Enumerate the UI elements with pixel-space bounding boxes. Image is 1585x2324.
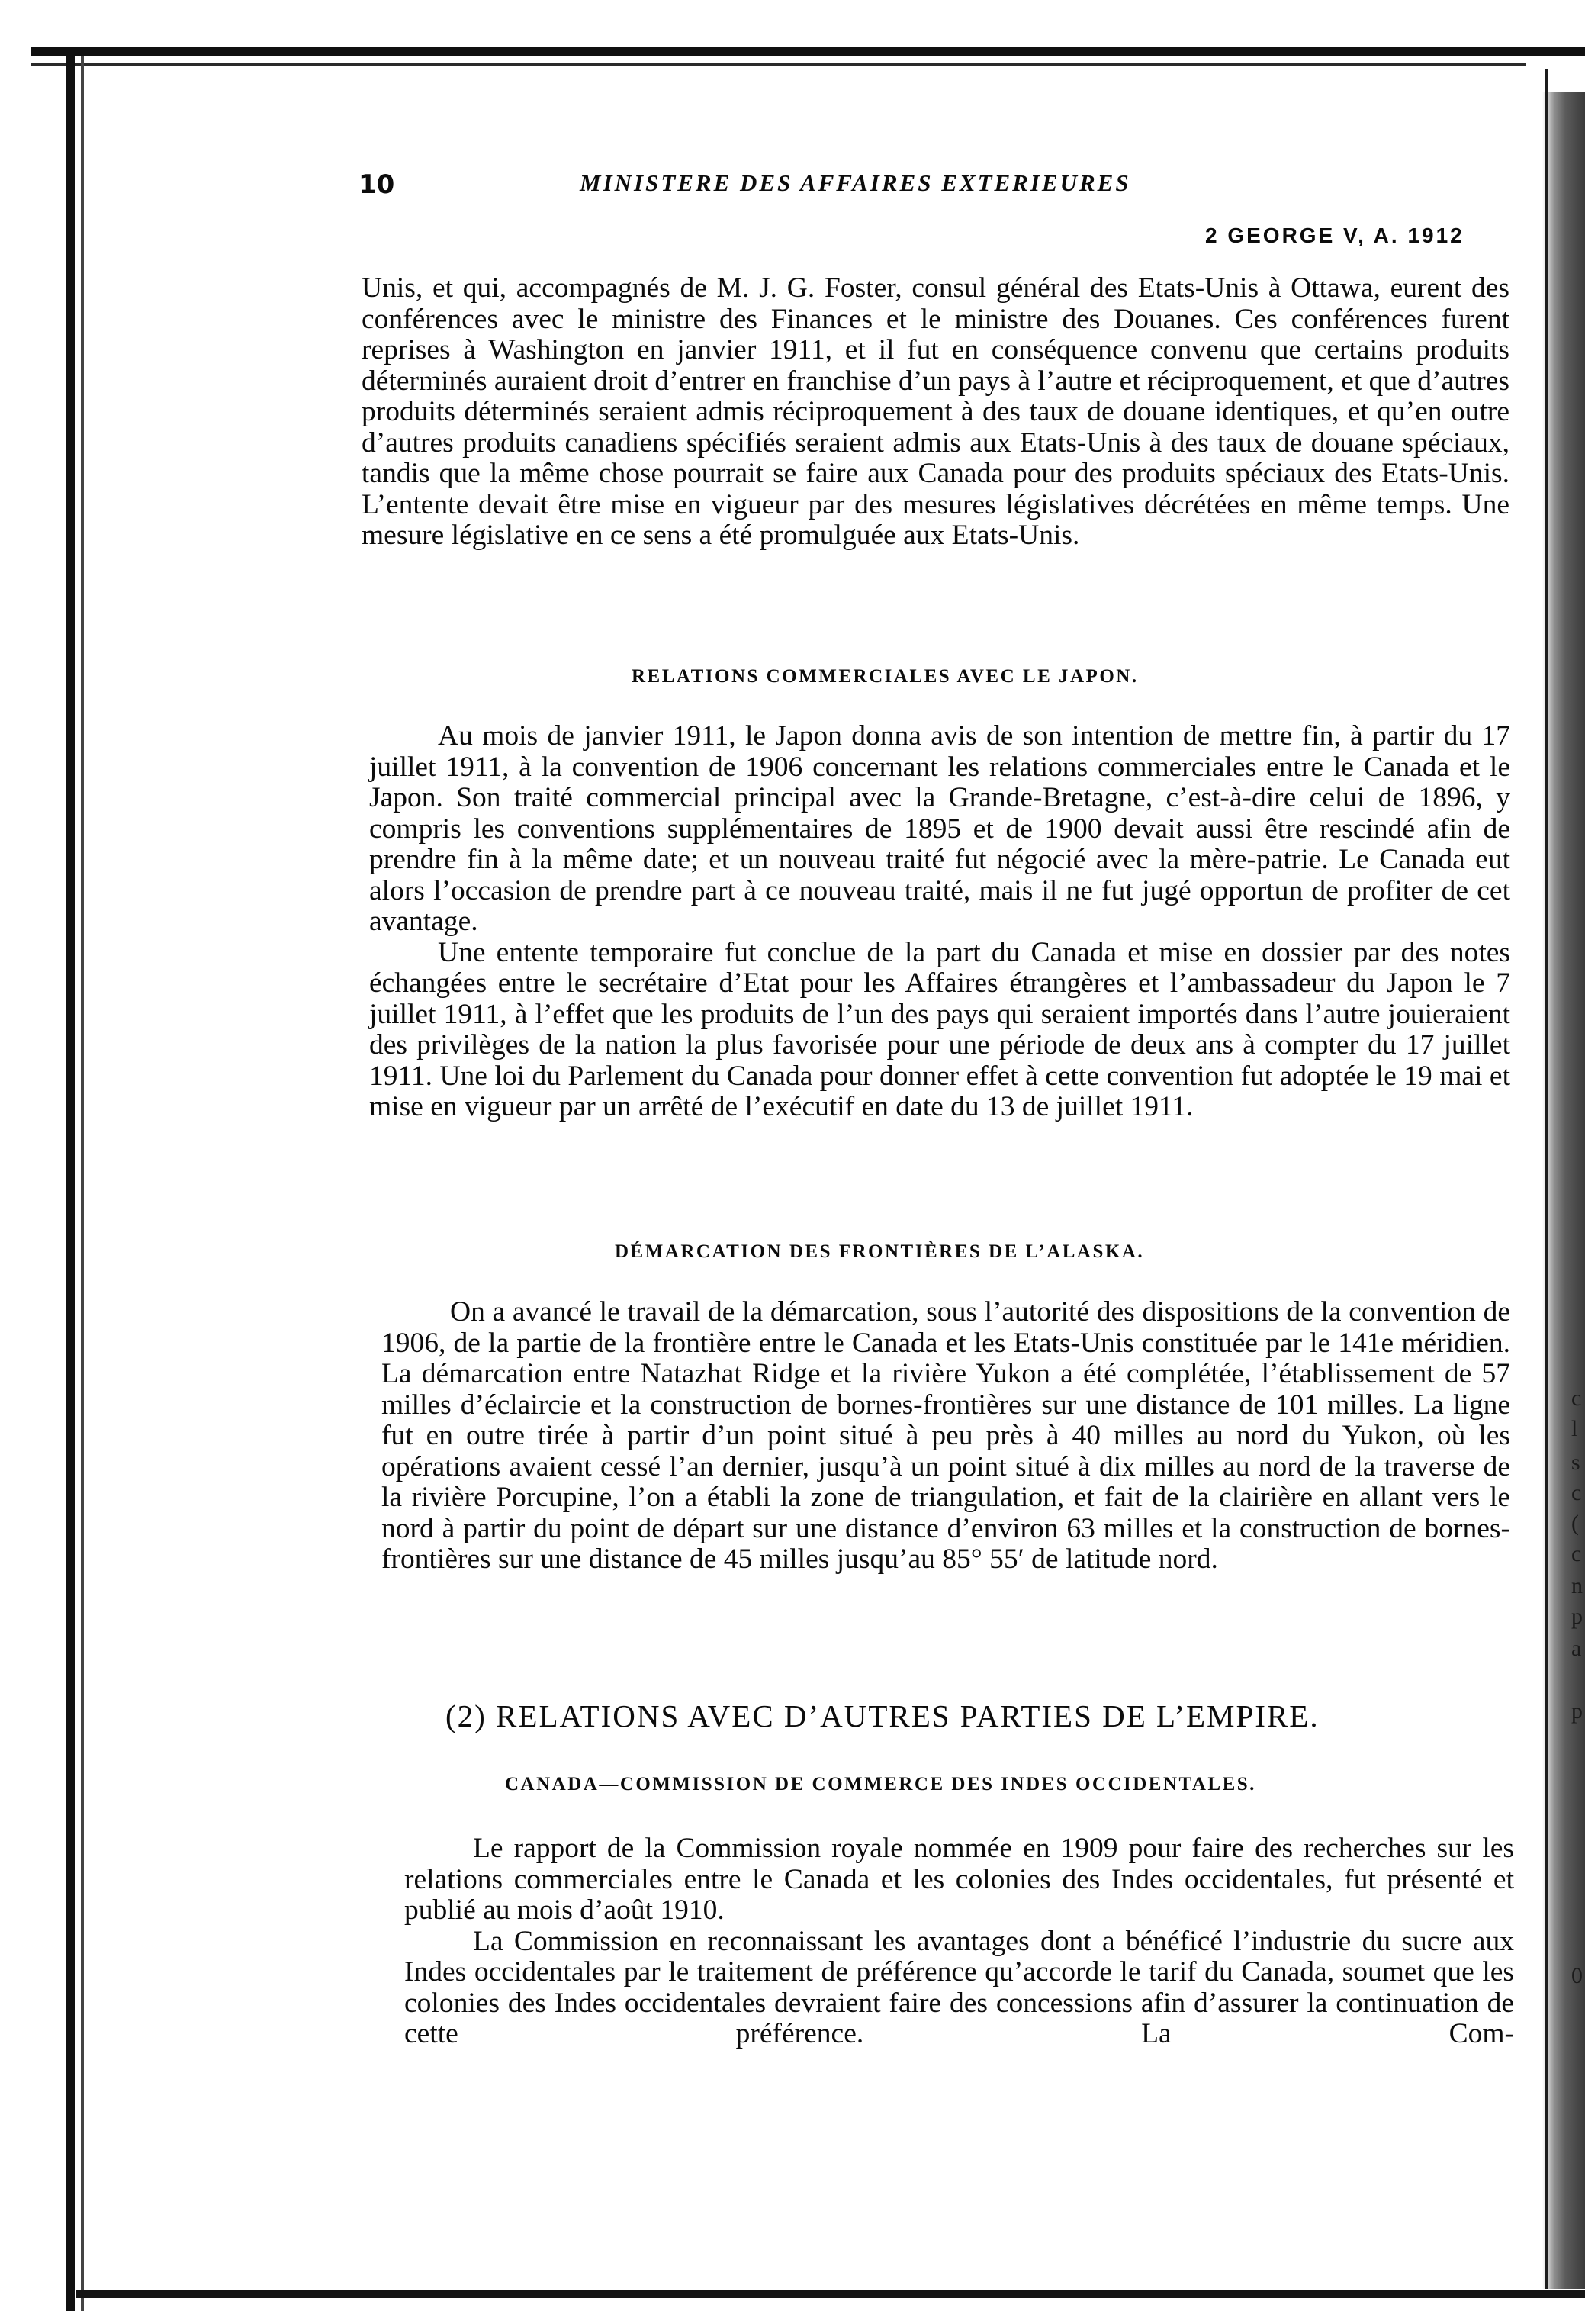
margin-bleed-char: c: [1571, 1541, 1582, 1566]
paragraph: Unis, et qui, accompagnés de M. J. G. Foster, consul général des Etats-Unis à Ottawa, eurent des conférences avec le ministre des Finances et le ministre des Douanes. Ces conférences furent reprises à Washington en janvier 1911, et il fut en conséquence convenu que certains produits déterminés auraient droit d’entrer en franchise d’un pays à l’autre et réciproquement, et que d’autres produits déterminés seraient admis réciproquement à des taux de douane identiques, et qu’en outre d’autres produits canadiens spécifiés seraient admis aux Etats-Unis à des taux de douane spéciaux, tandis que la même chose pourrait se faire aux Canada pour des produits spéciaux des Etats-Unis. L’entente devait être mise en vigueur par des mesures législatives décrétées en même temps. Une mesure législative en ce sens a été promulguée aux Etats-Unis.: [362, 272, 1509, 551]
margin-bleed-char: c: [1571, 1480, 1582, 1505]
scan-border-top: [31, 47, 1585, 56]
scan-border-left-inner: [81, 56, 84, 2311]
paragraph: Une entente temporaire fut conclue de la part du Canada et mise en dossier par des notes échangées entre le secrétaire d’Etat pour les Affaires étrangères et l’ambassadeur du Japon le 7 juillet 1911, à l’effet que les produits de l’un des pays qui seraient importés dans l’autre jouieraient des privilèges de la nation la plus favorisée pour une période de deux ans à compter du 17 juillet 1911. Une loi du Parlement du Canada pour donner effet à cette convention fut adoptée le 19 mai et mise en vigueur par un arrêté de l’exécutif en date du 13 de juillet 1911.: [369, 936, 1510, 1122]
margin-bleed-char: p: [1571, 1698, 1583, 1724]
chapter-title: (2) RELATIONS AVEC D’AUTRES PARTIES DE L’EMPIRE.: [445, 1698, 1320, 1733]
session-label: 2 GEORGE V, A. 1912: [1205, 224, 1464, 247]
margin-bleed-char: a: [1571, 1636, 1582, 1661]
paragraph: Le rapport de la Commission royale nommée en 1909 pour faire des recherches sur les relations commerciales entre le Canada et les colonies des Indes occidentales, fut présenté et publié au mois d’août 1910.: [404, 1833, 1514, 1926]
alaska-paragraph-block: [381, 1297, 1510, 1576]
margin-bleed-char: p: [1571, 1604, 1583, 1629]
section-heading: DÉMARCATION DES FRONTIÈRES DE L’ALASKA.: [615, 1241, 1145, 1262]
paragraph: Au mois de janvier 1911, le Japon donna avis de son intention de mettre fin, à partir du 17 juillet 1911, à la convention de 1906 concernant les relations commerciales entre le Canada et le Japon. Son traité commercial principal avec la Grande-Bretagne, c’est-à-dire celui de 1896, y compris les conventions supplémentaires de 1895 et de 1900 devait aussi être rescindé afin de prendre fin à la même date; et un nouveau traité fut négocié avec la mère-patrie. Le Canada eut alors l’occasion de prendre part à ce nouveau traité, mais il ne fut jugé opportun de profiter de cet avantage.: [369, 720, 1510, 937]
paragraph: On a avancé le travail de la démarcation, sous l’autorité des dispositions de la convention de 1906, de la partie de la frontière entre le Canada et les Etats-Unis constituée par le 141e méridien. La démarcation entre Natazhat Ridge et la rivière Yukon a été complétée, l’établissement de 57 milles d’éclaircie et la construction de bornes-frontières sur une distance de 101 milles. La ligne fut en outre tirée à partir d’un point situé à peu près à 40 milles au nord du Yukon, où les opérations avaient cessé l’an dernier, jusqu’à un point situé à dix milles au nord de la traverse de la rivière Porcupine, l’on a établi la zone de triangulation, et fait de la clairière en allant vers le nord à partir du point de départ sur une distance d’environ 63 milles et la construction de bornes-frontières sur une distance de 45 milles jusqu’au 85° 55′ de latitude nord.: [381, 1296, 1510, 1575]
indes-paragraph-block: [404, 1833, 1514, 2050]
section-heading: CANADA—COMMISSION DE COMMERCE DES INDES OCCIDENTALES.: [505, 1774, 1256, 1795]
scan-border-bottom: [76, 2290, 1585, 2298]
scan-border-left: [66, 56, 75, 2311]
margin-bleed-char: 0: [1571, 1963, 1583, 1988]
intro-paragraph-block: [362, 273, 1509, 552]
scan-binding-shadow: [1542, 92, 1585, 2289]
paragraph: La Commission en reconnaissant les avantages dont a bénéficé l’industrie du sucre aux Indes occidentales par le traitement de préférence qu’accorde le tarif du Canada, soumet que les colonies des Indes occidentales devraient faire des concessions afin d’assurer la continuation de cette préférence. La Com-: [404, 1925, 1514, 2049]
page-number: 10: [358, 169, 395, 200]
margin-bleed-char: s: [1571, 1450, 1580, 1475]
scan-border-top-inner: [31, 63, 1526, 66]
margin-bleed-char: l: [1571, 1416, 1578, 1441]
margin-bleed-char: (: [1571, 1511, 1579, 1536]
section-heading: RELATIONS COMMERCIALES AVEC LE JAPON.: [632, 666, 1139, 687]
margin-bleed-char: c: [1571, 1386, 1582, 1411]
running-title: MINISTERE DES AFFAIRES EXTERIEURES: [580, 169, 1131, 196]
scan-binding-edge: [1545, 69, 1548, 2289]
margin-bleed-char: n: [1571, 1573, 1583, 1598]
japon-paragraph-block: [369, 721, 1510, 1123]
